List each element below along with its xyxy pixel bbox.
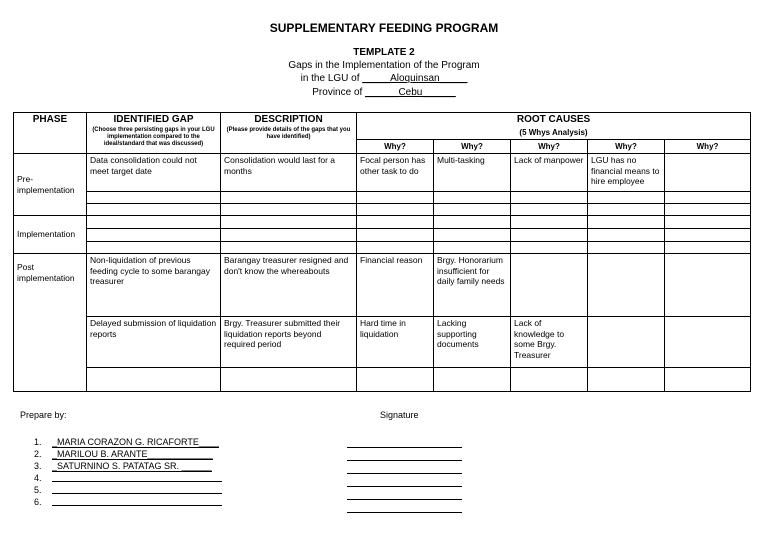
province-value: ______Cebu______ xyxy=(365,87,456,98)
gaps-table xyxy=(13,112,751,392)
signature-line xyxy=(347,475,462,487)
table-row xyxy=(14,254,751,317)
why-header: Why? xyxy=(434,140,511,154)
why-cell xyxy=(665,254,751,317)
header-identified-gap: IDENTIFIED GAP (Choose three persisting gaps in your LGU implementation compared to the ideal/standard that was discussed) xyxy=(87,113,221,154)
signature-line xyxy=(347,488,462,500)
preparer-list xyxy=(34,436,222,508)
signature-line xyxy=(347,436,462,448)
why-cell: Multi-tasking xyxy=(434,154,511,192)
list-item: 6. xyxy=(34,496,222,508)
header-description: DESCRIPTION (Please provide details of the gaps that you have identified) xyxy=(221,113,357,154)
why-header: Why? xyxy=(357,140,434,154)
signature-label: Signature xyxy=(380,410,419,420)
table-row xyxy=(14,317,751,368)
signature-lines xyxy=(347,436,462,514)
lgu-label: in the LGU of xyxy=(300,73,363,84)
prepared-by-label: Prepare by: xyxy=(20,410,67,420)
province-line xyxy=(0,87,768,98)
why-cell xyxy=(665,317,751,368)
why-cell: Focal person has other task to do xyxy=(357,154,434,192)
lgu-line xyxy=(0,73,768,84)
why-cell xyxy=(588,254,665,317)
why-cell: Brgy. Honorarium insufficient for daily family needs xyxy=(434,254,511,317)
list-item: 3. _SATURNINO S. PATATAG SR. ______ xyxy=(34,461,212,471)
why-cell xyxy=(588,317,665,368)
why-cell: Lack of knowledge to some Brgy. Treasurer xyxy=(511,317,588,368)
phase-cell: Post implementation xyxy=(14,254,87,392)
phase-cell: Pre-implementation xyxy=(14,154,87,216)
why-header: Why? xyxy=(511,140,588,154)
document-title: SUPPLEMENTARY FEEDING PROGRAM xyxy=(269,21,499,35)
list-item: 2. _MARILOU B. ARANTE_____________ xyxy=(34,449,213,459)
why-cell xyxy=(511,254,588,317)
blank-line xyxy=(52,472,222,482)
description-cell: Barangay treasurer resigned and don't know the whereabouts xyxy=(221,254,357,317)
phase-cell: Implementation xyxy=(14,216,87,254)
why-cell: Hard time in liquidation xyxy=(357,317,434,368)
preparer-name: _MARIA CORAZON G. RICAFORTE____ xyxy=(52,437,219,447)
gap-cell: Non-liquidation of previous feeding cycle to some barangay treasurer xyxy=(87,254,221,317)
table-row xyxy=(14,154,751,192)
preparer-name: _MARILOU B. ARANTE_____________ xyxy=(52,449,213,459)
blank-line xyxy=(52,496,222,506)
description-cell: Consolidation would last for a months xyxy=(221,154,357,192)
list-item: 1. _MARIA CORAZON G. RICAFORTE____ xyxy=(34,437,219,447)
gap-cell: Data consolidation could not meet target date xyxy=(87,154,221,192)
subtitle: Gaps in the Implementation of the Program xyxy=(288,60,480,71)
province-label: Province of xyxy=(312,87,366,98)
lgu-value: _____Aloquinsan_____ xyxy=(362,73,468,84)
why-cell: Financial reason xyxy=(357,254,434,317)
header-phase: PHASE xyxy=(14,113,87,154)
why-cell: Lack of manpower xyxy=(511,154,588,192)
signature-line xyxy=(347,501,462,513)
why-cell: Lacking supporting documents xyxy=(434,317,511,368)
header-root-causes: ROOT CAUSES (5 Whys Analysis) xyxy=(357,113,751,140)
signature-line xyxy=(347,462,462,474)
template-label: TEMPLATE 2 xyxy=(353,47,415,58)
why-cell xyxy=(665,154,751,192)
why-cell: LGU has no financial means to hire employee xyxy=(588,154,665,192)
description-cell: Brgy. Treasurer submitted their liquidation reports beyond required period xyxy=(221,317,357,368)
why-header: Why? xyxy=(588,140,665,154)
blank-line xyxy=(52,484,222,494)
list-item: 4. xyxy=(34,472,222,484)
why-header: Why? xyxy=(665,140,751,154)
gap-cell: Delayed submission of liquidation reports xyxy=(87,317,221,368)
signature-line xyxy=(347,449,462,461)
preparer-name: _SATURNINO S. PATATAG SR. ______ xyxy=(52,461,212,471)
list-item: 5. xyxy=(34,484,222,496)
